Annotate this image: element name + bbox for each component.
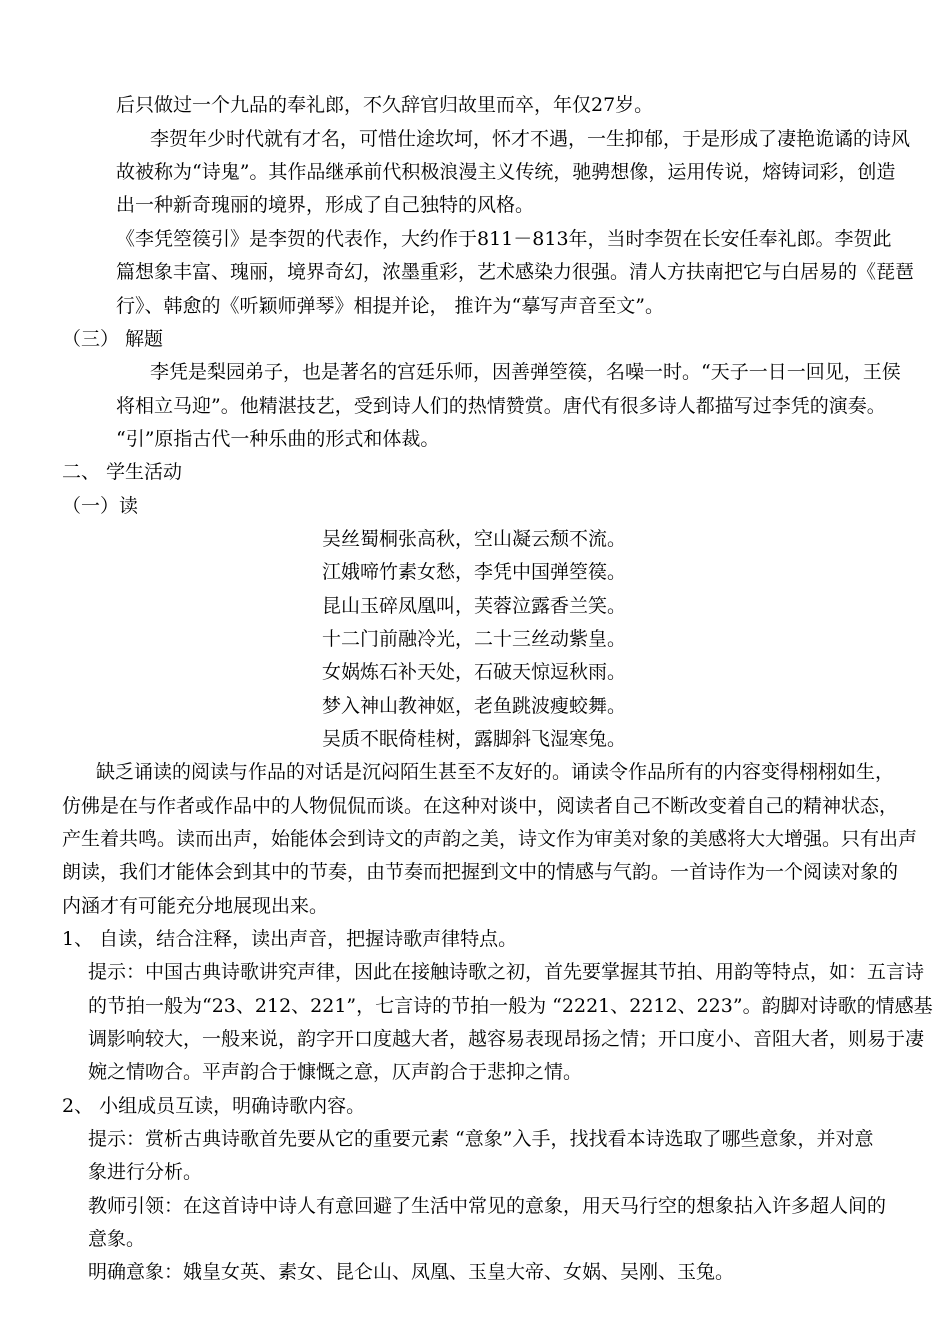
poem-line: 江娥啼竹素女愁，李凭中国弹箜篌。 [322, 561, 627, 583]
jieti-paragraph-line: 将相立马迎”。他精湛技艺，受到诗人们的热情赞赏。唐代有很多诗人都描写过李凭的演奏。 [116, 395, 886, 417]
poem-line: 十二门前融冷光，二十三丝动紫皇。 [322, 628, 627, 650]
item-2-teacher-line: 意象。 [88, 1228, 146, 1250]
intro-paragraph-1-line: 故被称为“诗鬼”。其作品继承前代积极浪漫主义传统，驰骋想像，运用传说，熔铸词彩，创造 [116, 161, 896, 183]
intro-line: 后只做过一个九品的奉礼郎，不久辞官归故里而卒，年仅27岁。 [116, 94, 654, 116]
part-two-heading: 二、 学生活动 [62, 461, 183, 483]
item-1-tip-line: 提示：中国古典诗歌讲究声律，因此在接触诗歌之初，首先要掌握其节拍、用韵等特点，如：五言诗 [88, 961, 925, 983]
reading-paragraph-line: 产生着共鸣。读而出声，始能体会到诗文的声韵之美，诗文作为审美对象的美感将大大增强。只有出声 [62, 828, 918, 850]
poem-line: 吴质不眠倚桂树，露脚斜飞湿寒兔。 [322, 728, 627, 750]
item-2-title: 2、 小组成员互读，明确诗歌内容。 [62, 1095, 366, 1117]
poem-line: 梦入神山教神妪，老鱼跳波瘦蛟舞。 [322, 695, 627, 717]
subsection-read-heading: （一）读 [62, 495, 139, 517]
reading-paragraph-line: 缺乏诵读的阅读与作品的对话是沉闷陌生甚至不友好的。诵读令作品所有的内容变得栩栩如生， [96, 761, 895, 783]
intro-paragraph-1-line: 出一种新奇瑰丽的境界，形成了自己独特的风格。 [116, 194, 535, 216]
section-heading-jieti: （三） 解题 [62, 328, 164, 350]
item-2-teacher-line: 教师引领：在这首诗中诗人有意回避了生活中常见的意象，用天马行空的想象拈入许多超人间的 [88, 1195, 887, 1217]
reading-paragraph-line: 内涵才有可能充分地展现出来。 [62, 895, 329, 917]
item-1-tip-line: 婉之情吻合。平声韵合于慷慨之意，仄声韵合于悲抑之情。 [88, 1061, 583, 1083]
intro-paragraph-2-line: 篇想象丰富、瑰丽，境界奇幻，浓墨重彩，艺术感染力很强。清人方扶南把它与白居易的《琵琶 [116, 261, 915, 283]
reading-paragraph-line: 仿佛是在与作者或作品中的人物侃侃而谈。在这种对谈中，阅读者自己不断改变着自己的精神状态， [62, 795, 899, 817]
intro-paragraph-2-line: 行》、韩愈的《听颖师弹琴》相提并论， 推许为“摹写声音至文”。 [116, 295, 664, 317]
item-1-title: 1、 自读，结合注释，读出声音，把握诗歌声律特点。 [62, 928, 518, 950]
jieti-yin-definition: “引”原指古代一种乐曲的形式和体裁。 [116, 428, 440, 450]
item-2-images-line: 明确意象：娥皇女英、素女、昆仑山、凤凰、玉皇大帝、女娲、吴刚、玉兔。 [88, 1261, 735, 1283]
reading-paragraph-line: 朗读，我们才能体会到其中的节奏，由节奏而把握到文中的情感与气韵。一首诗作为一个阅读对象的 [62, 861, 899, 883]
item-2-tip-line: 提示：赏析古典诗歌首先要从它的重要元素 “意象”入手，找找看本诗选取了哪些意象，并对意 [88, 1128, 874, 1150]
intro-paragraph-1-line: 李贺年少时代就有才名，可惜仕途坎坷，怀才不遇，一生抑郁，于是形成了凄艳诡谲的诗风 [150, 128, 911, 150]
item-2-tip-line: 象进行分析。 [88, 1161, 203, 1183]
item-1-tip-line: 调影响较大，一般来说，韵字开口度越大者，越容易表现昂扬之情；开口度小、音阻大者，则易于凄 [88, 1028, 925, 1050]
jieti-paragraph-line: 李凭是梨园弟子，也是著名的宫廷乐师，因善弹箜篌，名噪一时。“天子一日一回见，王侯 [150, 361, 901, 383]
poem-line: 昆山玉碎凤凰叫，芙蓉泣露香兰笑。 [322, 595, 627, 617]
poem-line: 女娲炼石补天处，石破天惊逗秋雨。 [322, 661, 627, 683]
item-1-tip-line: 的节拍一般为“23、212、221”，七言诗的节拍一般为 “2221、2212、223”。韵脚对诗歌的情感基 [88, 995, 933, 1017]
poem-line: 吴丝蜀桐张高秋，空山凝云颓不流。 [322, 528, 627, 550]
intro-paragraph-2-line: 《李凭箜篌引》是李贺的代表作，大约作于811－813年，当时李贺在长安任奉礼郎。李贺此 [116, 228, 892, 250]
